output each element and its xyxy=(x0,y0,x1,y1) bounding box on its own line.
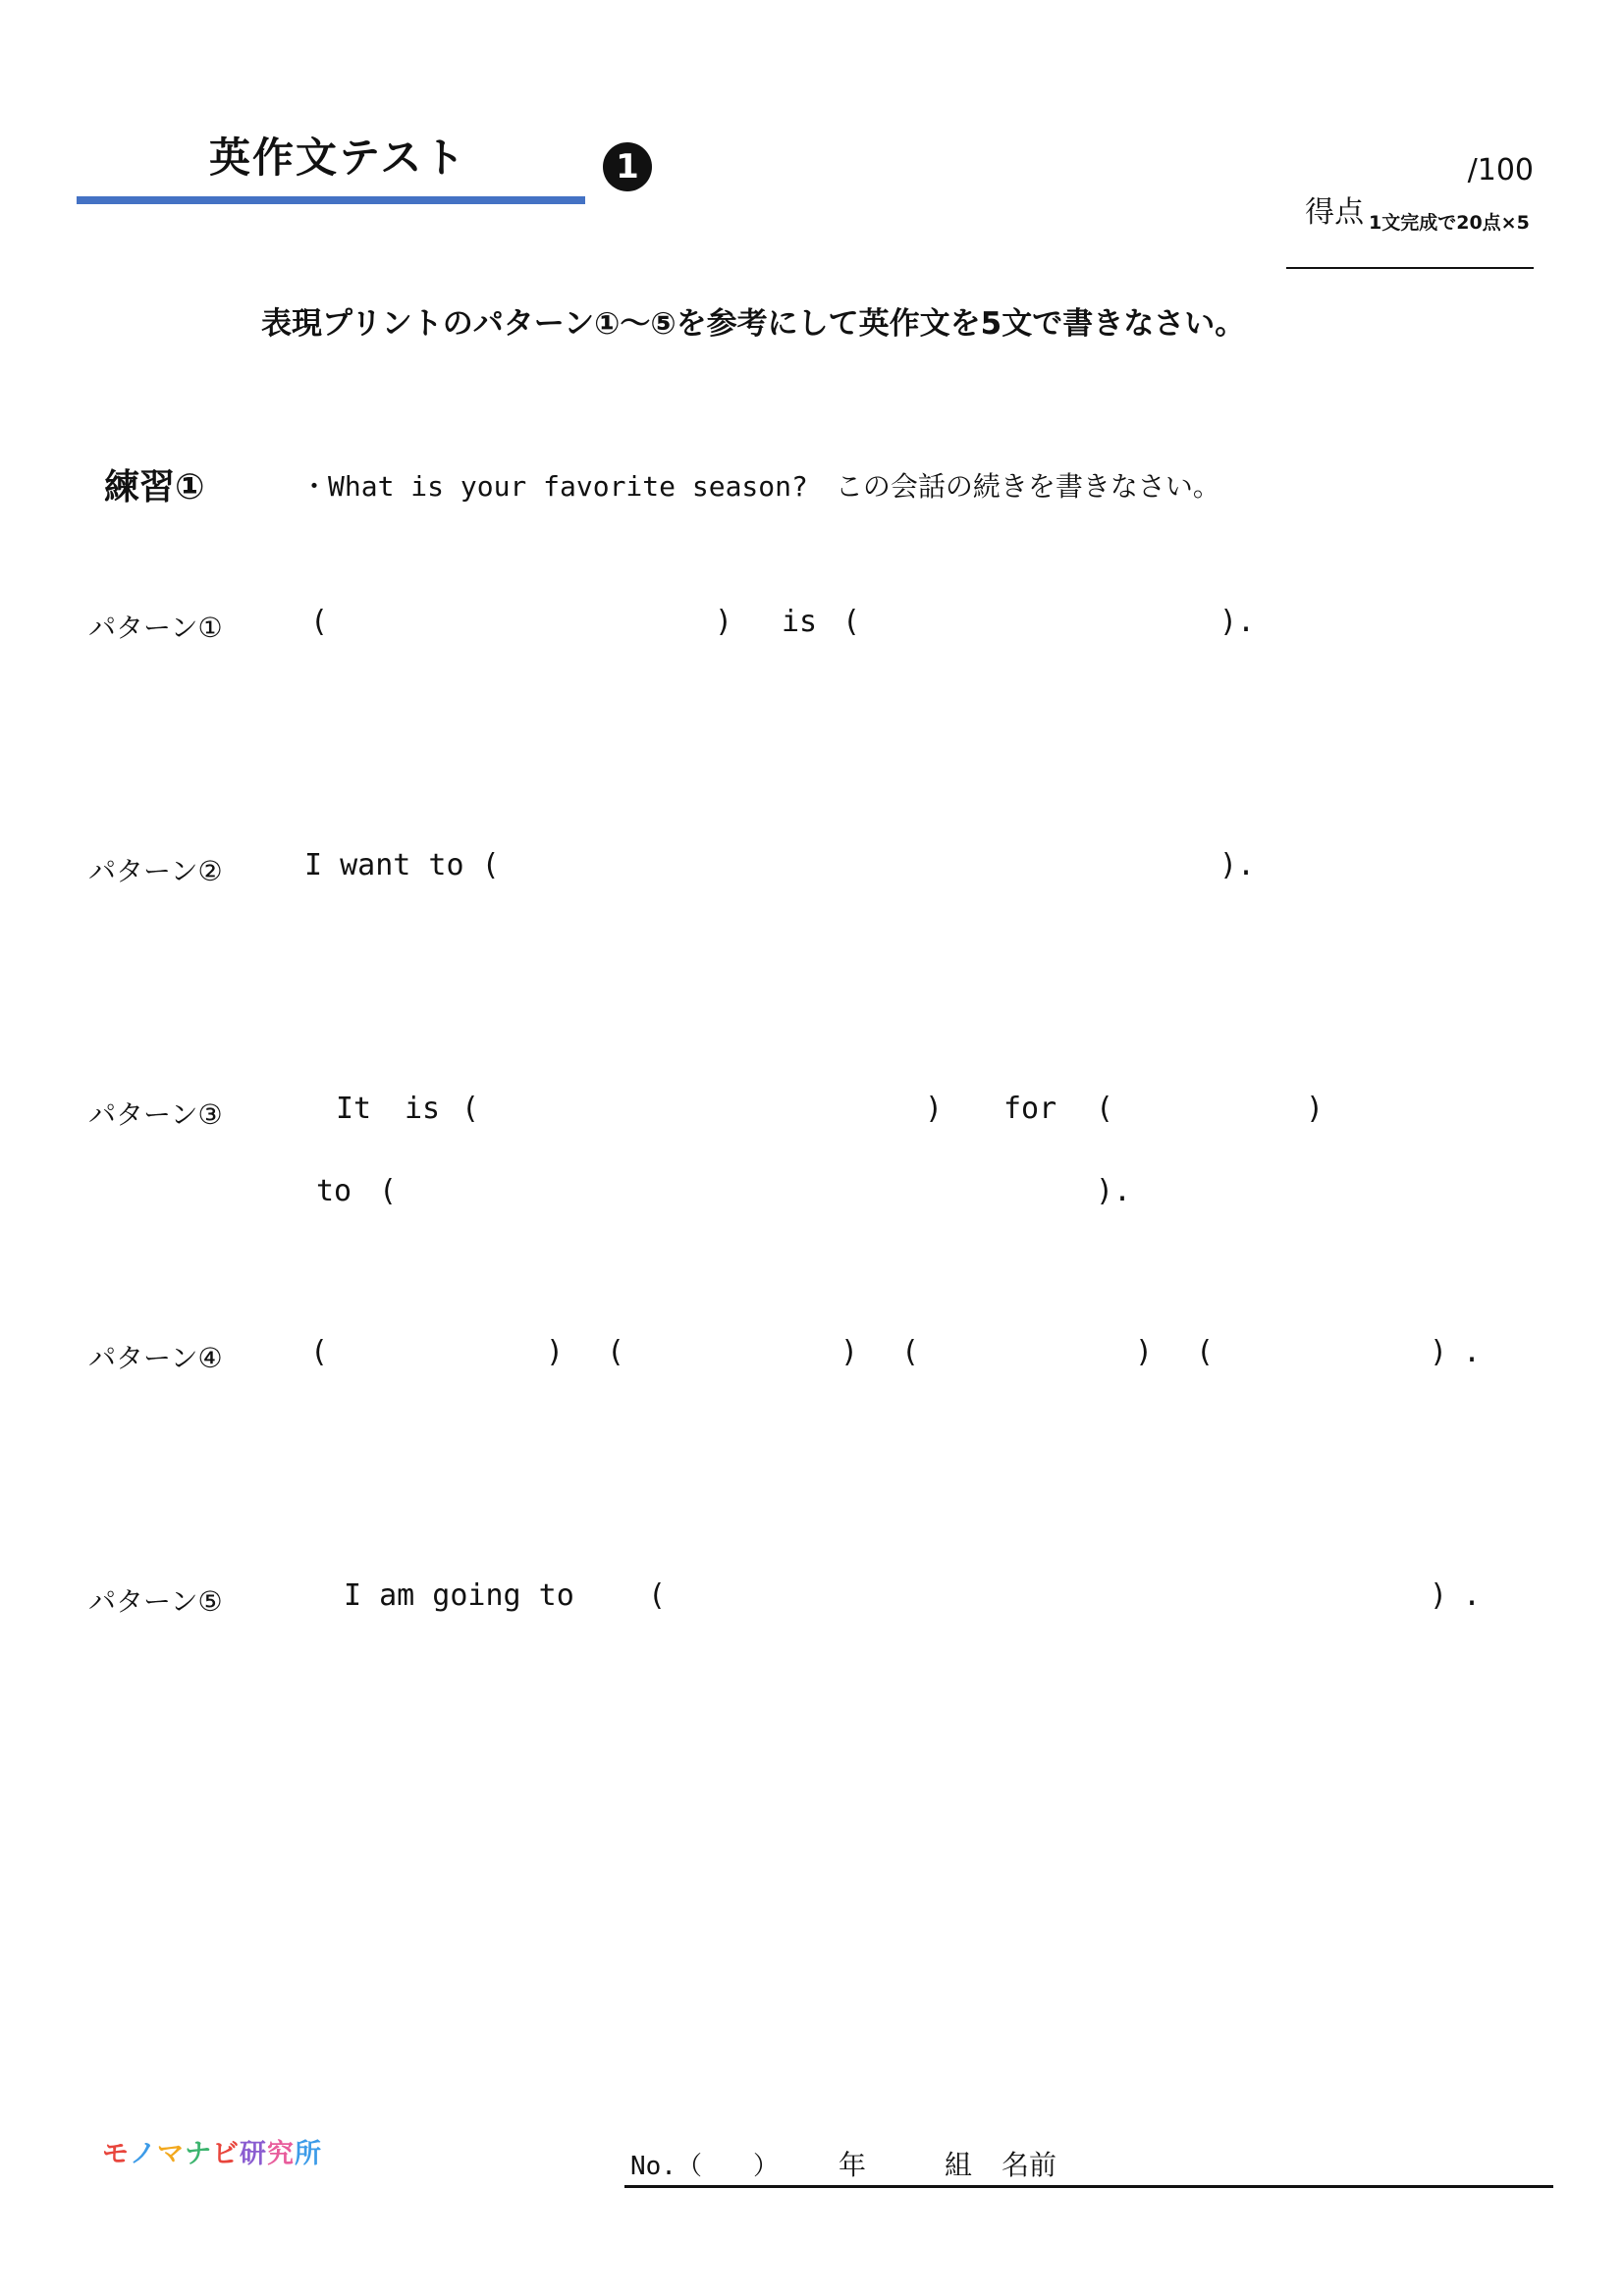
title-underline xyxy=(77,196,585,204)
logo-char: 研 xyxy=(240,2139,267,2169)
pattern5-period: . xyxy=(1463,1578,1482,1613)
pattern3-open-paren-2: ( xyxy=(1096,1092,1114,1126)
pattern1-word-is: is xyxy=(782,605,818,639)
pattern-label-2: パターン② xyxy=(88,855,223,887)
page-title: 英作文テスト xyxy=(209,133,467,182)
pattern3-open-paren-1: ( xyxy=(461,1092,480,1126)
pattern3-word-for: for xyxy=(1003,1092,1057,1126)
pattern5-close-paren: ) xyxy=(1430,1578,1448,1613)
pattern3-close-paren-3: ). xyxy=(1096,1174,1132,1208)
pattern4-period: . xyxy=(1463,1335,1482,1369)
exercise-label: 練習① xyxy=(104,467,205,507)
footer-number-field: No.（ ） xyxy=(630,2152,779,2181)
pattern5-open-paren: ( xyxy=(648,1578,667,1613)
pattern-label-1: パターン① xyxy=(88,612,223,644)
pattern4-open-paren-3: ( xyxy=(901,1335,920,1369)
pattern1-close-paren-2: ). xyxy=(1219,605,1256,639)
pattern1-open-paren-1: ( xyxy=(310,605,329,639)
pattern-label-5: パターン⑤ xyxy=(88,1585,223,1618)
score-max: /100 xyxy=(1467,153,1534,187)
footer-class-label: 組 xyxy=(945,2149,973,2181)
pattern3-word-it: It xyxy=(336,1092,372,1126)
pattern-label-4: パターン④ xyxy=(88,1342,223,1374)
logo-char: ビ xyxy=(212,2139,240,2169)
pattern4-open-paren-1: ( xyxy=(310,1335,329,1369)
pattern4-open-paren-4: ( xyxy=(1196,1335,1215,1369)
pattern4-close-paren-4: ) xyxy=(1430,1335,1448,1369)
pattern3-close-paren-1: ) xyxy=(925,1092,944,1126)
footer-name-label: 名前 xyxy=(1001,2149,1057,2181)
pattern4-close-paren-2: ) xyxy=(840,1335,859,1369)
footer-name-underline xyxy=(624,2185,1553,2188)
score-label: 得点 xyxy=(1305,195,1365,230)
pattern4-close-paren-3: ) xyxy=(1135,1335,1154,1369)
exercise-question: ・What is your favorite season? この会話の続きを書きなさい。 xyxy=(300,470,1220,503)
pattern4-close-paren-1: ) xyxy=(546,1335,565,1369)
logo-char: ナ xyxy=(185,2139,212,2169)
pattern3-close-paren-2: ) xyxy=(1306,1092,1325,1126)
score-note: 1文完成で20点×5 xyxy=(1369,212,1530,234)
pattern3-word-is: is xyxy=(405,1092,441,1126)
pattern4-open-paren-2: ( xyxy=(607,1335,625,1369)
logo-char: モ xyxy=(102,2139,130,2169)
pattern1-close-paren-1: ) xyxy=(715,605,733,639)
pattern-label-3: パターン③ xyxy=(88,1098,223,1131)
logo-char: 所 xyxy=(295,2139,322,2169)
instruction-text: 表現プリントのパターン①～⑤を参考にして英作文を5文で書きなさい。 xyxy=(261,306,1246,342)
publisher-logo xyxy=(102,2132,322,2170)
pattern5-prefix: I am going to xyxy=(344,1578,574,1613)
pattern1-open-paren-2: ( xyxy=(842,605,861,639)
pattern3-open-paren-3: ( xyxy=(379,1174,398,1208)
test-number-badge: 1 xyxy=(603,142,652,191)
logo-char: マ xyxy=(157,2139,185,2169)
pattern2-prefix: I want to ( xyxy=(304,848,500,882)
pattern3-word-to: to xyxy=(316,1174,352,1208)
logo-char: 究 xyxy=(267,2139,295,2169)
footer-year-label: 年 xyxy=(839,2149,867,2181)
logo-char: ノ xyxy=(130,2139,157,2169)
pattern2-close-paren: ). xyxy=(1219,848,1256,882)
